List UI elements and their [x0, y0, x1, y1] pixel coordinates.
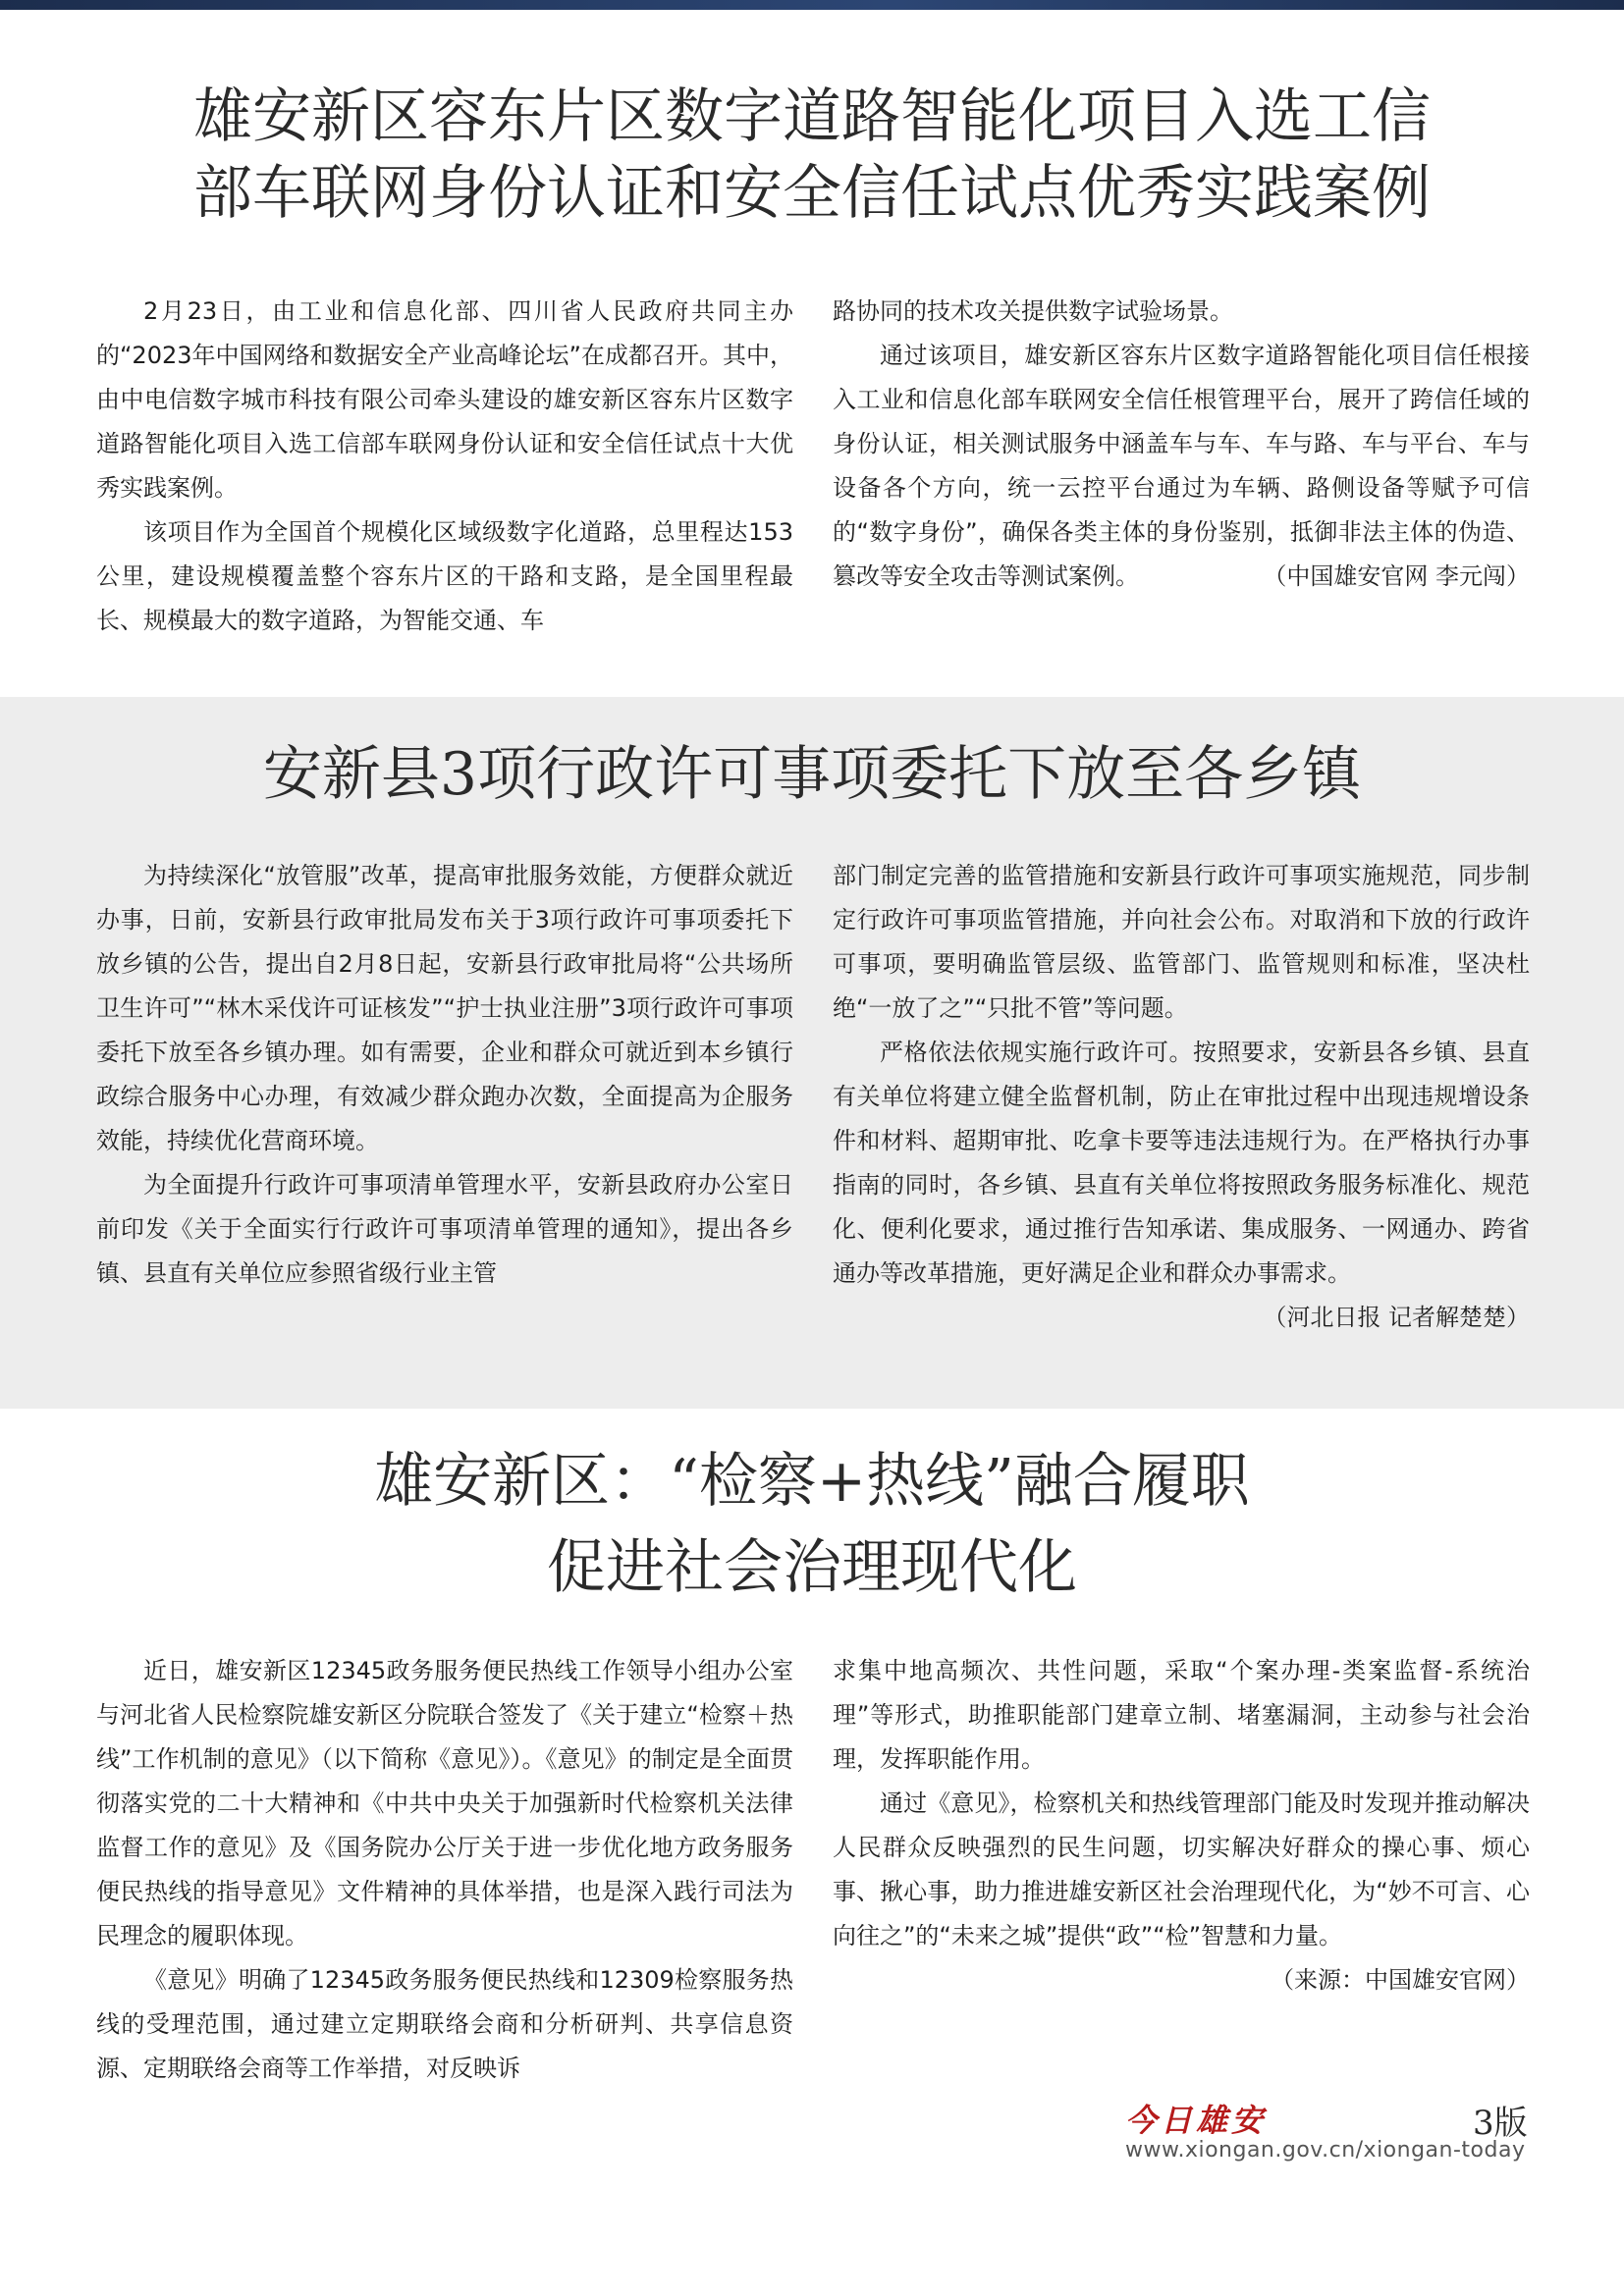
paragraph-text: 严格依法依规实施行政许可。按照要求，安新县各乡镇、县直有关单位将建立健全监督机制，防止在审批过程中出现违规增设条件和材料、超期审批、吃拿卡要等违法违规行为。在严格执行办事指南的同时，各乡镇、县直有关单位将按照政务服务标准化、规范化、便利化要求，通过推行告知承诺、集成服务、一网通办、跨省通办等改革措施，更好满足企业和群众办事需求。 [833, 1039, 1530, 1287]
article-3-headline [59, 1438, 1565, 1611]
newspaper-logo: 今日雄安 [1125, 2102, 1268, 2139]
article-1-right-column [833, 290, 1530, 599]
paragraph-text: 通过该项目，雄安新区容东片区数字道路智能化项目信任根接入工业和信息化部车联网安全信任根管理平台，展开了跨信任域的身份认证，相关测试服务中涵盖车与车、车与路、车与平台、车与设备各个方向，统一云控平台通过为车辆、路侧设备等赋予可信的“数字身份”，确保各类主体的身份鉴别，抵御非法主体的伪造、篡改等安全攻击等测试案例。 [833, 342, 1530, 590]
article-3-right-column [833, 1649, 1530, 2002]
article-1-headline [59, 79, 1565, 232]
website-url[interactable]: www.xiongan.gov.cn/xiongan-today [1125, 2138, 1526, 2163]
article-credit: （河北日报 记者解楚楚） [1263, 1304, 1530, 1331]
article-2 [0, 697, 1624, 1409]
article-credit: （来源：中国雄安官网） [1271, 1966, 1530, 1994]
headline-line: 促进社会治理现代化 [547, 1533, 1077, 1602]
paragraph-continuation: 求集中地高频次、共性问题，采取“个案办理-类案监督-系统治理”等形式，助推职能部门建章立制、堵塞漏洞，主动参与社会治理，发挥职能作用。 [833, 1657, 1530, 1773]
page-number: 3版 [1473, 2104, 1528, 2143]
article-3-left-column [96, 1649, 793, 2091]
paragraph: 《意见》明确了12345政务服务便民热线和12309检察服务热线的受理范围，通过建立定期联络会商和分析研判、共享信息资源、定期联络会商等工作举措，对反映诉 [96, 1966, 793, 2082]
paragraph: 2月23日，由工业和信息化部、四川省人民政府共同主办的“2023年中国网络和数据安全产业高峰论坛”在成都召开。其中，由中电信数字城市科技有限公司牵头建设的雄安新区容东片区数字道路智能化项目入选工信部车联网身份认证和安全信任试点十大优秀实践案例。 [96, 297, 793, 502]
article-1 [0, 10, 1624, 697]
paragraph: 该项目作为全国首个规模化区域级数字化道路，总里程达153公里，建设规模覆盖整个容东片区的干路和支路，是全国里程最长、规模最大的数字道路，为智能交通、车 [96, 518, 793, 634]
paragraph: 为持续深化“放管服”改革，提高审批服务效能，方便群众就近办事，日前，安新县行政审批局发布关于3项行政许可事项委托下放乡镇的公告，提出自2月8日起，安新县行政审批局将“公共场所卫生许可”“林木采伐许可证核发”“护士执业注册”3项行政许可事项委托下放至各乡镇办理。如有需要，企业和群众可就近到本乡镇行政综合服务中心办理，有效减少群众跑办次数，全面提高为企服务效能，持续优化营商环境。 [96, 862, 793, 1154]
article-2-right-column [833, 854, 1530, 1340]
paragraph [833, 1031, 1530, 1331]
article-2-headline [59, 736, 1565, 813]
paragraph [833, 334, 1530, 599]
headline-line: 雄安新区容东片区数字道路智能化项目入选工信 [193, 82, 1431, 151]
headline-line: 部车联网身份认证和安全信任试点优秀实践案例 [193, 159, 1431, 228]
article-1-left-column [96, 290, 793, 643]
headline-line: 安新县3项行政许可事项委托下放至各乡镇 [262, 740, 1362, 809]
article-3 [0, 1409, 1624, 2296]
headline-line: 雄安新区：“检察+热线”融合履职 [374, 1447, 1250, 1516]
paragraph: 通过《意见》，检察机关和热线管理部门能及时发现并推动解决人民群众反映强烈的民生问题，切实解决好群众的操心事、烦心事、揪心事，助力推进雄安新区社会治理现代化，为“妙不可言、心向往之”的“未来之城”提供“政”“检”智慧和力量。 [833, 1789, 1530, 1949]
article-credit: （中国雄安官网 李元闯） [1263, 562, 1530, 590]
article-2-left-column [96, 854, 793, 1296]
top-accent-bar [0, 0, 1624, 10]
paragraph-continuation: 部门制定完善的监管措施和安新县行政许可事项实施规范，同步制定行政许可事项监管措施，并向社会公布。对取消和下放的行政许可事项，要明确监管层级、监管部门、监管规则和标准，坚决杜绝“一放了之”“只批不管”等问题。 [833, 862, 1530, 1022]
paragraph-continuation: 路协同的技术攻关提供数字试验场景。 [833, 297, 1233, 325]
paragraph: 近日，雄安新区12345政务服务便民热线工作领导小组办公室与河北省人民检察院雄安新区分院联合签发了《关于建立“检察＋热线”工作机制的意见》（以下简称《意见》）。《意见》的制定是全面贯彻落实党的二十大精神和《中共中央关于加强新时代检察机关法律监督工作的意见》及《国务院办公厅关于进一步优化地方政务服务便民热线的指导意见》文件精神的具体举措，也是深入践行司法为民理念的履职体现。 [96, 1657, 793, 1949]
paragraph: 为全面提升行政许可事项清单管理水平，安新县政府办公室日前印发《关于全面实行行政许可事项清单管理的通知》，提出各乡镇、县直有关单位应参照省级行业主管 [96, 1171, 793, 1287]
